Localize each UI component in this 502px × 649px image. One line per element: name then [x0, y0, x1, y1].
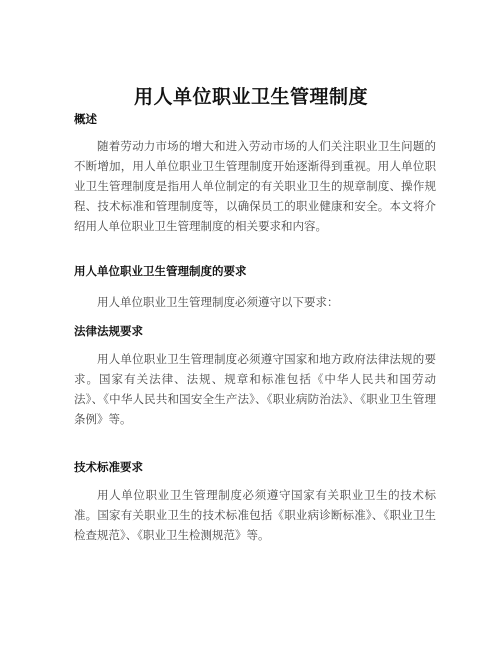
section-heading-technical: 技术标准要求 — [74, 460, 143, 474]
section-paragraph-requirements: 用人单位职业卫生管理制度必须遵守以下要求： — [97, 295, 339, 309]
section-heading-requirements: 用人单位职业卫生管理制度的要求 — [74, 264, 247, 278]
section-heading-legal: 法律法规要求 — [74, 324, 143, 338]
document-title: 用人单位职业卫生管理制度 — [133, 86, 368, 108]
section-paragraph-overview: 随着劳动力市场的增大和进入劳动市场的人们关注职业卫生问题的不断增加，用人单位职业卫生管理制度开始逐渐得到重视。用人单位职业卫生管理制度是指用人单位制定的有关职业卫生的规章制度、操作规程、技术标准和管理制度等，以确保员工的职业健康和安全。本文将介绍用人单位职业卫生管理制度的相关要求和内容。 — [74, 139, 436, 233]
section-heading-overview: 概述 — [74, 112, 97, 126]
section-paragraph-legal: 用人单位职业卫生管理制度必须遵守国家和地方政府法律法规的要求。国家有关法律、法规、规章和标准包括《中华人民共和国劳动法》、《中华人民共和国安全生产法》、《职业病防治法》、《职业卫生管理条例》等。 — [74, 352, 436, 426]
section-paragraph-technical: 用人单位职业卫生管理制度必须遵守国家有关职业卫生的技术标准。国家有关职业卫生的技术标准包括《职业病诊断标准》、《职业卫生检查规范》、《职业卫生检测规范》等。 — [74, 488, 436, 542]
